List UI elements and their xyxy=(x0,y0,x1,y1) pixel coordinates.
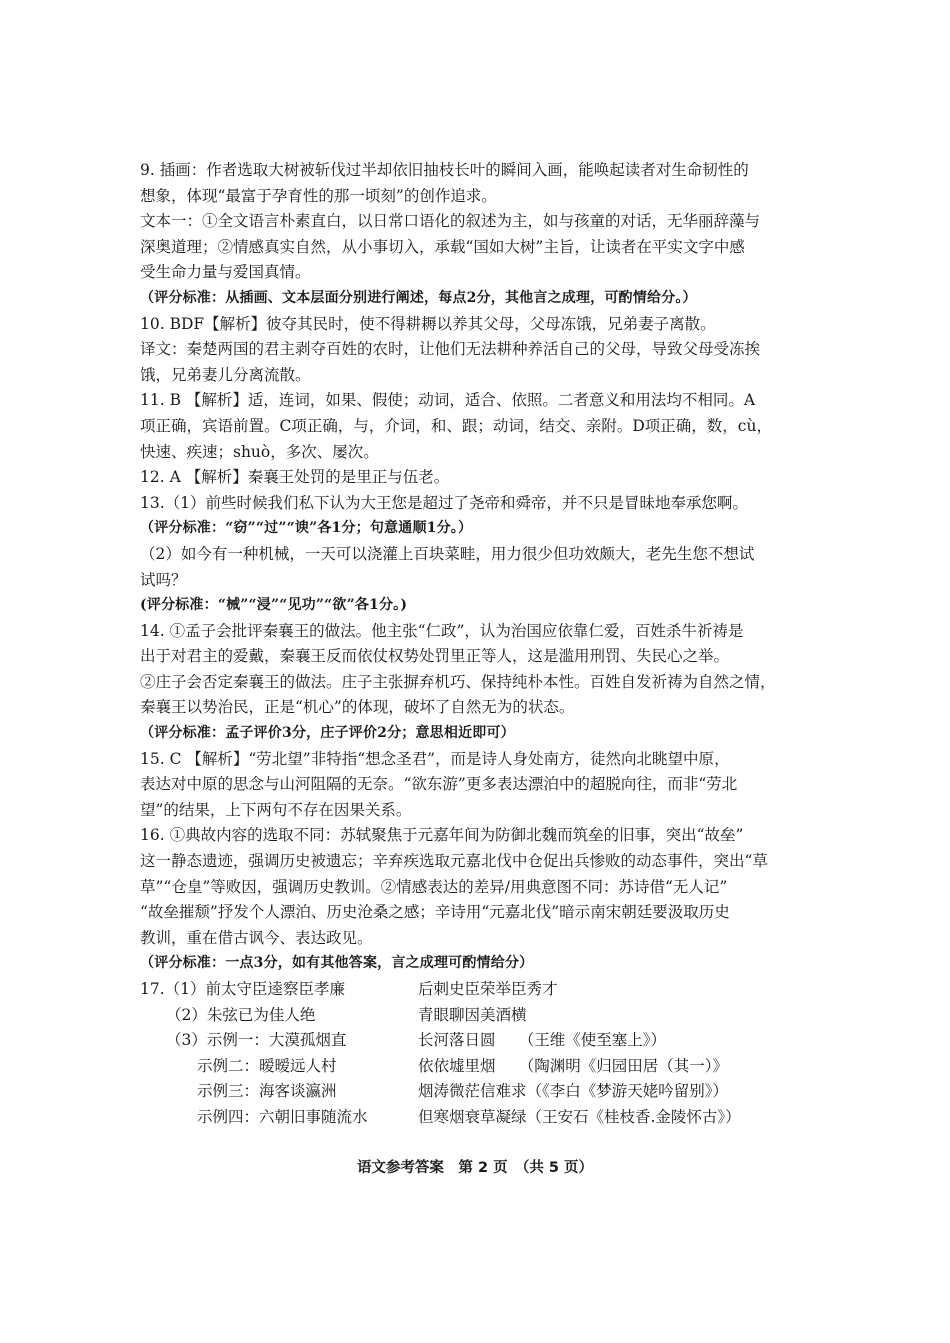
answer-line: “故垒摧颓”抒发个人漂泊、历史沧桑之感；辛诗用“元嘉北伐”暗示南宋朝廷要汲取历史 xyxy=(140,903,730,922)
answer-body xyxy=(140,158,820,1131)
answer-line: 10. BDF【解析】彼夺其民时，使不得耕耨以养其父母，父母冻饿，兄弟妻子离散。 xyxy=(140,314,716,333)
q17-first-half: 示例四：六朝旧事随流水 xyxy=(197,1107,368,1126)
scoring-note: （评分标准：孟子评价3分，庄子评价2分；意思相近即可） xyxy=(140,725,515,742)
q17-first-half: 示例三：海客谈瀛洲 xyxy=(197,1082,337,1101)
answer-line: 快速、疾速；shuò，多次、屡次。 xyxy=(140,442,379,461)
scoring-note: （评分标准：从插画、文本层面分别进行阐述，每点2分，其他言之成理，可酌情给分。） xyxy=(140,289,697,306)
scoring-note: （评分标准：“窃”“过”“谀”各1分；句意通顺1分。） xyxy=(140,520,473,537)
answer-line: 受生命力量与爱国真情。 xyxy=(140,263,311,282)
scoring-note: （评分标准：一点3分，如有其他答案，言之成理可酌情给分） xyxy=(140,955,534,972)
answer-line: 文本一：①全文语言朴素直白，以日常口语化的叙述为主，如与孩童的对话，无华丽辞藻与 xyxy=(140,212,761,231)
answer-line: 9. 插画：作者选取大树被斩伐过半却依旧抽枝长叶的瞬间入画，能唤起读者对生命韧性的 xyxy=(140,161,749,179)
q17-first-half: （2）朱弦已为佳人绝 xyxy=(166,1005,316,1024)
answer-line: 11. B 【解析】适，连词，如果、假使；动词，适合、依照。二者意义和用法均不相同。A xyxy=(140,391,756,410)
answer-line: 这一静态遗迹，强调历史被遗忘；辛弃疾选取元嘉北伐中仓促出兵惨败的动态事件，突出“草 xyxy=(140,852,768,871)
q17-first-half: 17.（1）前太守臣逵察臣孝廉 xyxy=(140,980,346,998)
q17-row xyxy=(140,1105,820,1131)
answer-line: 15. C 【解析】“劳北望”非特指“想念圣君”，而是诗人身处南方，徒然向北眺望中原， xyxy=(140,749,730,768)
q17-second-half: 依依墟里烟 （陶渊明《归园田居（其一）》 xyxy=(418,1056,729,1075)
q17-row xyxy=(140,1003,820,1029)
scoring-note: (评分标准：“械”“浸”“见功”“欲”各1分。) xyxy=(140,597,408,614)
q17-row xyxy=(140,977,820,1003)
q17-second-half: 但寒烟衰草凝绿（王安石《桂枝香.金陵怀古》） xyxy=(418,1107,741,1126)
answer-line: 项正确，宾语前置。C项正确，与，介词，和、跟；动词，结交、亲附。D项正确，数，cù， xyxy=(140,416,772,435)
q17-first-half: 示例二：暧暧远人村 xyxy=(197,1056,337,1075)
answer-line: 12. A 【解析】秦襄王处罚的是里正与伍老。 xyxy=(140,468,450,487)
q17-row xyxy=(140,1028,820,1054)
answer-line: 16. ①典故内容的选取不同：苏轼聚焦于元嘉年间为防御北魏而筑垒的旧事，突出“故垒” xyxy=(140,826,744,845)
q17-second-half: 青眼聊因美酒横 xyxy=(418,1005,527,1024)
q17-row xyxy=(140,1054,820,1080)
answer-line: 想象，体现“最富于孕育性的那一顷刻”的创作追求。 xyxy=(140,186,497,205)
answer-line: 秦襄王以势治民，正是“机心”的体现，破坏了自然无为的状态。 xyxy=(140,698,575,717)
page-footer: 语文参考答案 第 2 页 （共 5 页） xyxy=(356,1160,594,1176)
answer-line: 望”的结果，上下两句不存在因果关系。 xyxy=(140,800,412,819)
answer-line: 草”“仓皇”等败因，强调历史教训。②情感表达的差异/用典意图不同：苏诗借“无人记” xyxy=(140,877,728,896)
answer-line: 14. ①孟子会批评秦襄王的做法。他主张“仁政”，认为治国应依靠仁爱，百姓杀牛祈祷是 xyxy=(140,621,744,640)
q17-second-half: 长河落日圆 （王维《使至塞上》） xyxy=(418,1031,667,1050)
answer-line: 13.（1）前些时候我们私下认为大王您是超过了尧帝和舜帝，并不只是冒昧地奉承您啊。 xyxy=(140,493,749,512)
answer-line: 深奥道理；②情感真实自然，从小事切入，承载“国如大树”主旨，让读者在平实文字中感 xyxy=(140,237,745,256)
answer-line: 饿，兄弟妻儿分离流散。 xyxy=(140,365,311,384)
answer-line: 教训，重在借古讽今、表达政见。 xyxy=(140,928,373,947)
answer-line: 译文：秦楚两国的君主剥夺百姓的农时，让他们无法耕种养活自己的父母，导致父母受冻挨 xyxy=(140,340,761,359)
answer-line: ②庄子会否定秦襄王的做法。庄子主张摒弃机巧、保持纯朴本性。百姓自发祈祷为自然之情， xyxy=(140,672,776,691)
q17-second-half: 后刺史臣荣举臣秀才 xyxy=(418,980,558,998)
answer-line: （2）如今有一种机械，一天可以浇灌上百块菜畦，用力很少但功效颇大，老先生您不想试 xyxy=(140,544,755,563)
answer-line: 试吗？ xyxy=(140,570,187,589)
answer-line: 表达对中原的思念与山河阻隔的无奈。“欲东游”更多表达漂泊中的超脱向往，而非“劳北 xyxy=(140,775,738,794)
q17-first-half: （3）示例一：大漠孤烟直 xyxy=(166,1031,347,1050)
q17-second-half: 烟涛微茫信难求（《李白《梦游天姥吟留别》） xyxy=(418,1082,729,1101)
q17-row xyxy=(140,1079,820,1105)
answer-line: 出于对君主的爱戴，秦襄王反而依仗权势处罚里正等人，这是滥用刑罚、失民心之举。 xyxy=(140,647,730,666)
